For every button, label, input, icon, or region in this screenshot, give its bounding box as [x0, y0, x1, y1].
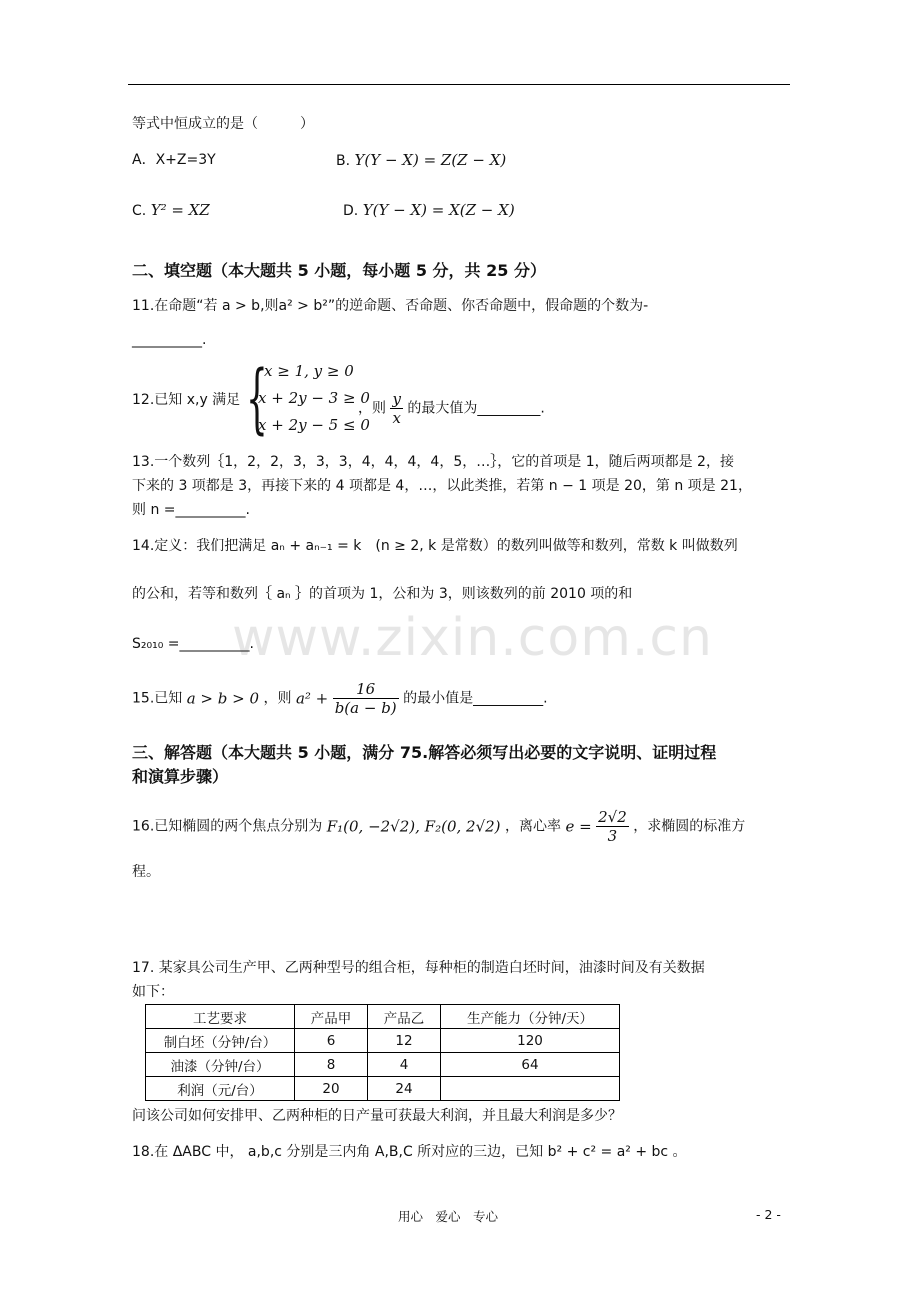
- q12-system-brace: {: [246, 353, 268, 442]
- q15-fraction: [333, 680, 399, 717]
- table-header-cell: 产品乙: [368, 1005, 441, 1029]
- q15-fraction-num: 16: [333, 680, 399, 699]
- q15: [132, 680, 548, 717]
- q17-table: [145, 1004, 620, 1101]
- q10-option-d: [343, 200, 515, 221]
- q15-expr: a² +: [295, 689, 329, 708]
- q12-constraint-3: x + 2y − 5 ≤ 0: [258, 416, 370, 434]
- section2-heading: 二、填空题（本大题共 5 小题，每小题 5 分，共 25 分）: [132, 261, 546, 280]
- q10-option-d-label: D.: [343, 203, 359, 219]
- q14-line3: S₂₀₁₀ =__________.: [132, 636, 254, 652]
- q16-mid: ，离心率: [504, 818, 561, 835]
- table-row: [146, 1029, 620, 1053]
- table-cell: 64: [441, 1053, 620, 1077]
- q11-line1: 11.在命题“若 a > b,则a² > b²”的逆命题、否命题、你否命题中，假命题的个数为-: [132, 298, 649, 314]
- page-number: - 2 -: [756, 1207, 781, 1222]
- q13-line1: 13.一个数列｛1，2，2，3，3，3，4，4，4，4，5，…｝，它的首项是 1，随后两项都是 2，接: [132, 454, 734, 470]
- table-cell: 制白坯（分钟/台）: [146, 1029, 295, 1053]
- q18-line1: 18.在 ΔABC 中， a,b,c 分别是三内角 A,B,C 所对应的三边，已知 b² + c² = a² + bc 。: [132, 1144, 687, 1160]
- q15-prefix: 15.已知: [132, 690, 183, 707]
- q16-fraction-num: 2√2: [598, 808, 627, 826]
- q12-mid: ，则: [358, 400, 386, 417]
- table-cell: [441, 1077, 620, 1101]
- table-row: [146, 1053, 620, 1077]
- q15-mid: ，则: [263, 690, 292, 707]
- table-cell: 4: [368, 1053, 441, 1077]
- q11-line2: __________.: [132, 332, 207, 348]
- q16-fraction-den: 3: [607, 827, 618, 845]
- footer-motto: 用心 爱心 专心: [398, 1209, 499, 1224]
- q10-option-c-label: C.: [132, 203, 147, 219]
- q14-line1: 14.定义：我们把满足 aₙ + aₙ₋₁ = k (n ≥ 2, k 是常数）的数列叫做等和数列，常数 k 叫做数列: [132, 538, 738, 554]
- table-cell: 24: [368, 1077, 441, 1101]
- q17-line2: 如下：: [132, 984, 174, 1000]
- q16-eccentricity: e =: [565, 817, 592, 836]
- table-cell: 8: [295, 1053, 368, 1077]
- q16-foci: F₁(0, −2√2), F₂(0, 2√2): [326, 817, 501, 836]
- q12-fraction: [390, 390, 402, 427]
- table-header-cell: 产品甲: [295, 1005, 368, 1029]
- q15-condition: a > b > 0: [186, 689, 260, 708]
- q12-suffix: 的最大值为_________.: [407, 400, 545, 417]
- q10-option-b: [336, 150, 506, 171]
- q10-option-b-label: B.: [336, 153, 351, 169]
- section3-heading-line2: 和演算步骤）: [132, 767, 229, 786]
- q12-constraint-1: x ≥ 1, y ≥ 0: [264, 362, 354, 380]
- table-row: [146, 1077, 620, 1101]
- q16-suffix: ，求椭圆的标准方: [633, 818, 746, 835]
- q17-line1: 17. 某家具公司生产甲、乙两种型号的组合柜，每种柜的制造白坯时间，油漆时间及有关数据: [132, 960, 705, 976]
- section3-heading-line1: 三、解答题（本大题共 5 小题，满分 75.解答必须写出必要的文字说明、证明过程: [132, 743, 717, 762]
- q12-constraint-2: x + 2y − 3 ≥ 0: [258, 389, 370, 407]
- table-cell: 6: [295, 1029, 368, 1053]
- q12-tail: [358, 390, 545, 427]
- q14-line2: 的公和，若等和数列｛ aₙ ｝的首项为 1，公和为 3，则该数列的前 2010 项的和: [132, 586, 633, 602]
- table-header-cell: 生产能力（分钟/天）: [441, 1005, 620, 1029]
- q10-option-a: A．X+Z=3Y: [132, 152, 216, 168]
- header-rule: [128, 84, 790, 85]
- q17-question: 问该公司如何安排甲、乙两种柜的日产量可获最大利润，并且最大利润是多少？: [132, 1108, 622, 1124]
- q13-line2: 下来的 3 项都是 3，再接下来的 4 项都是 4，…，以此类推，若第 n − 1 项是 20，第 n 项是 21，: [132, 478, 752, 494]
- table-cell: 120: [441, 1029, 620, 1053]
- q16-line2: 程。: [132, 864, 160, 880]
- q15-fraction-den: b(a − b): [334, 699, 397, 717]
- table-cell: 12: [368, 1029, 441, 1053]
- table-cell: 油漆（分钟/台）: [146, 1053, 295, 1077]
- q12-prefix: 12.已知 x,y 满足: [132, 392, 241, 408]
- q10-stem: 等式中恒成立的是（ ）: [132, 116, 314, 132]
- q13-line3: 则 n =__________.: [132, 502, 250, 518]
- q10-option-d-expr: Y(Y − X) = X(Z − X): [362, 201, 515, 219]
- watermark: www.zixin.com.cn: [232, 608, 713, 668]
- q10-option-b-expr: Y(Y − X) = Z(Z − X): [354, 151, 507, 169]
- table-cell: 20: [295, 1077, 368, 1101]
- q16: [132, 808, 745, 845]
- q10-option-c-expr: Y² = XZ: [150, 201, 210, 219]
- q15-suffix: 的最小值是__________.: [403, 690, 548, 707]
- table-header-cell: 工艺要求: [146, 1005, 295, 1029]
- q10-option-c: [132, 200, 210, 221]
- table-cell: 利润（元/台）: [146, 1077, 295, 1101]
- table-header-row: [146, 1005, 620, 1029]
- q16-fraction: [596, 808, 629, 845]
- q12-fraction-den: x: [392, 409, 401, 427]
- q12-fraction-num: y: [392, 390, 401, 408]
- q16-prefix: 16.已知椭圆的两个焦点分别为: [132, 818, 323, 835]
